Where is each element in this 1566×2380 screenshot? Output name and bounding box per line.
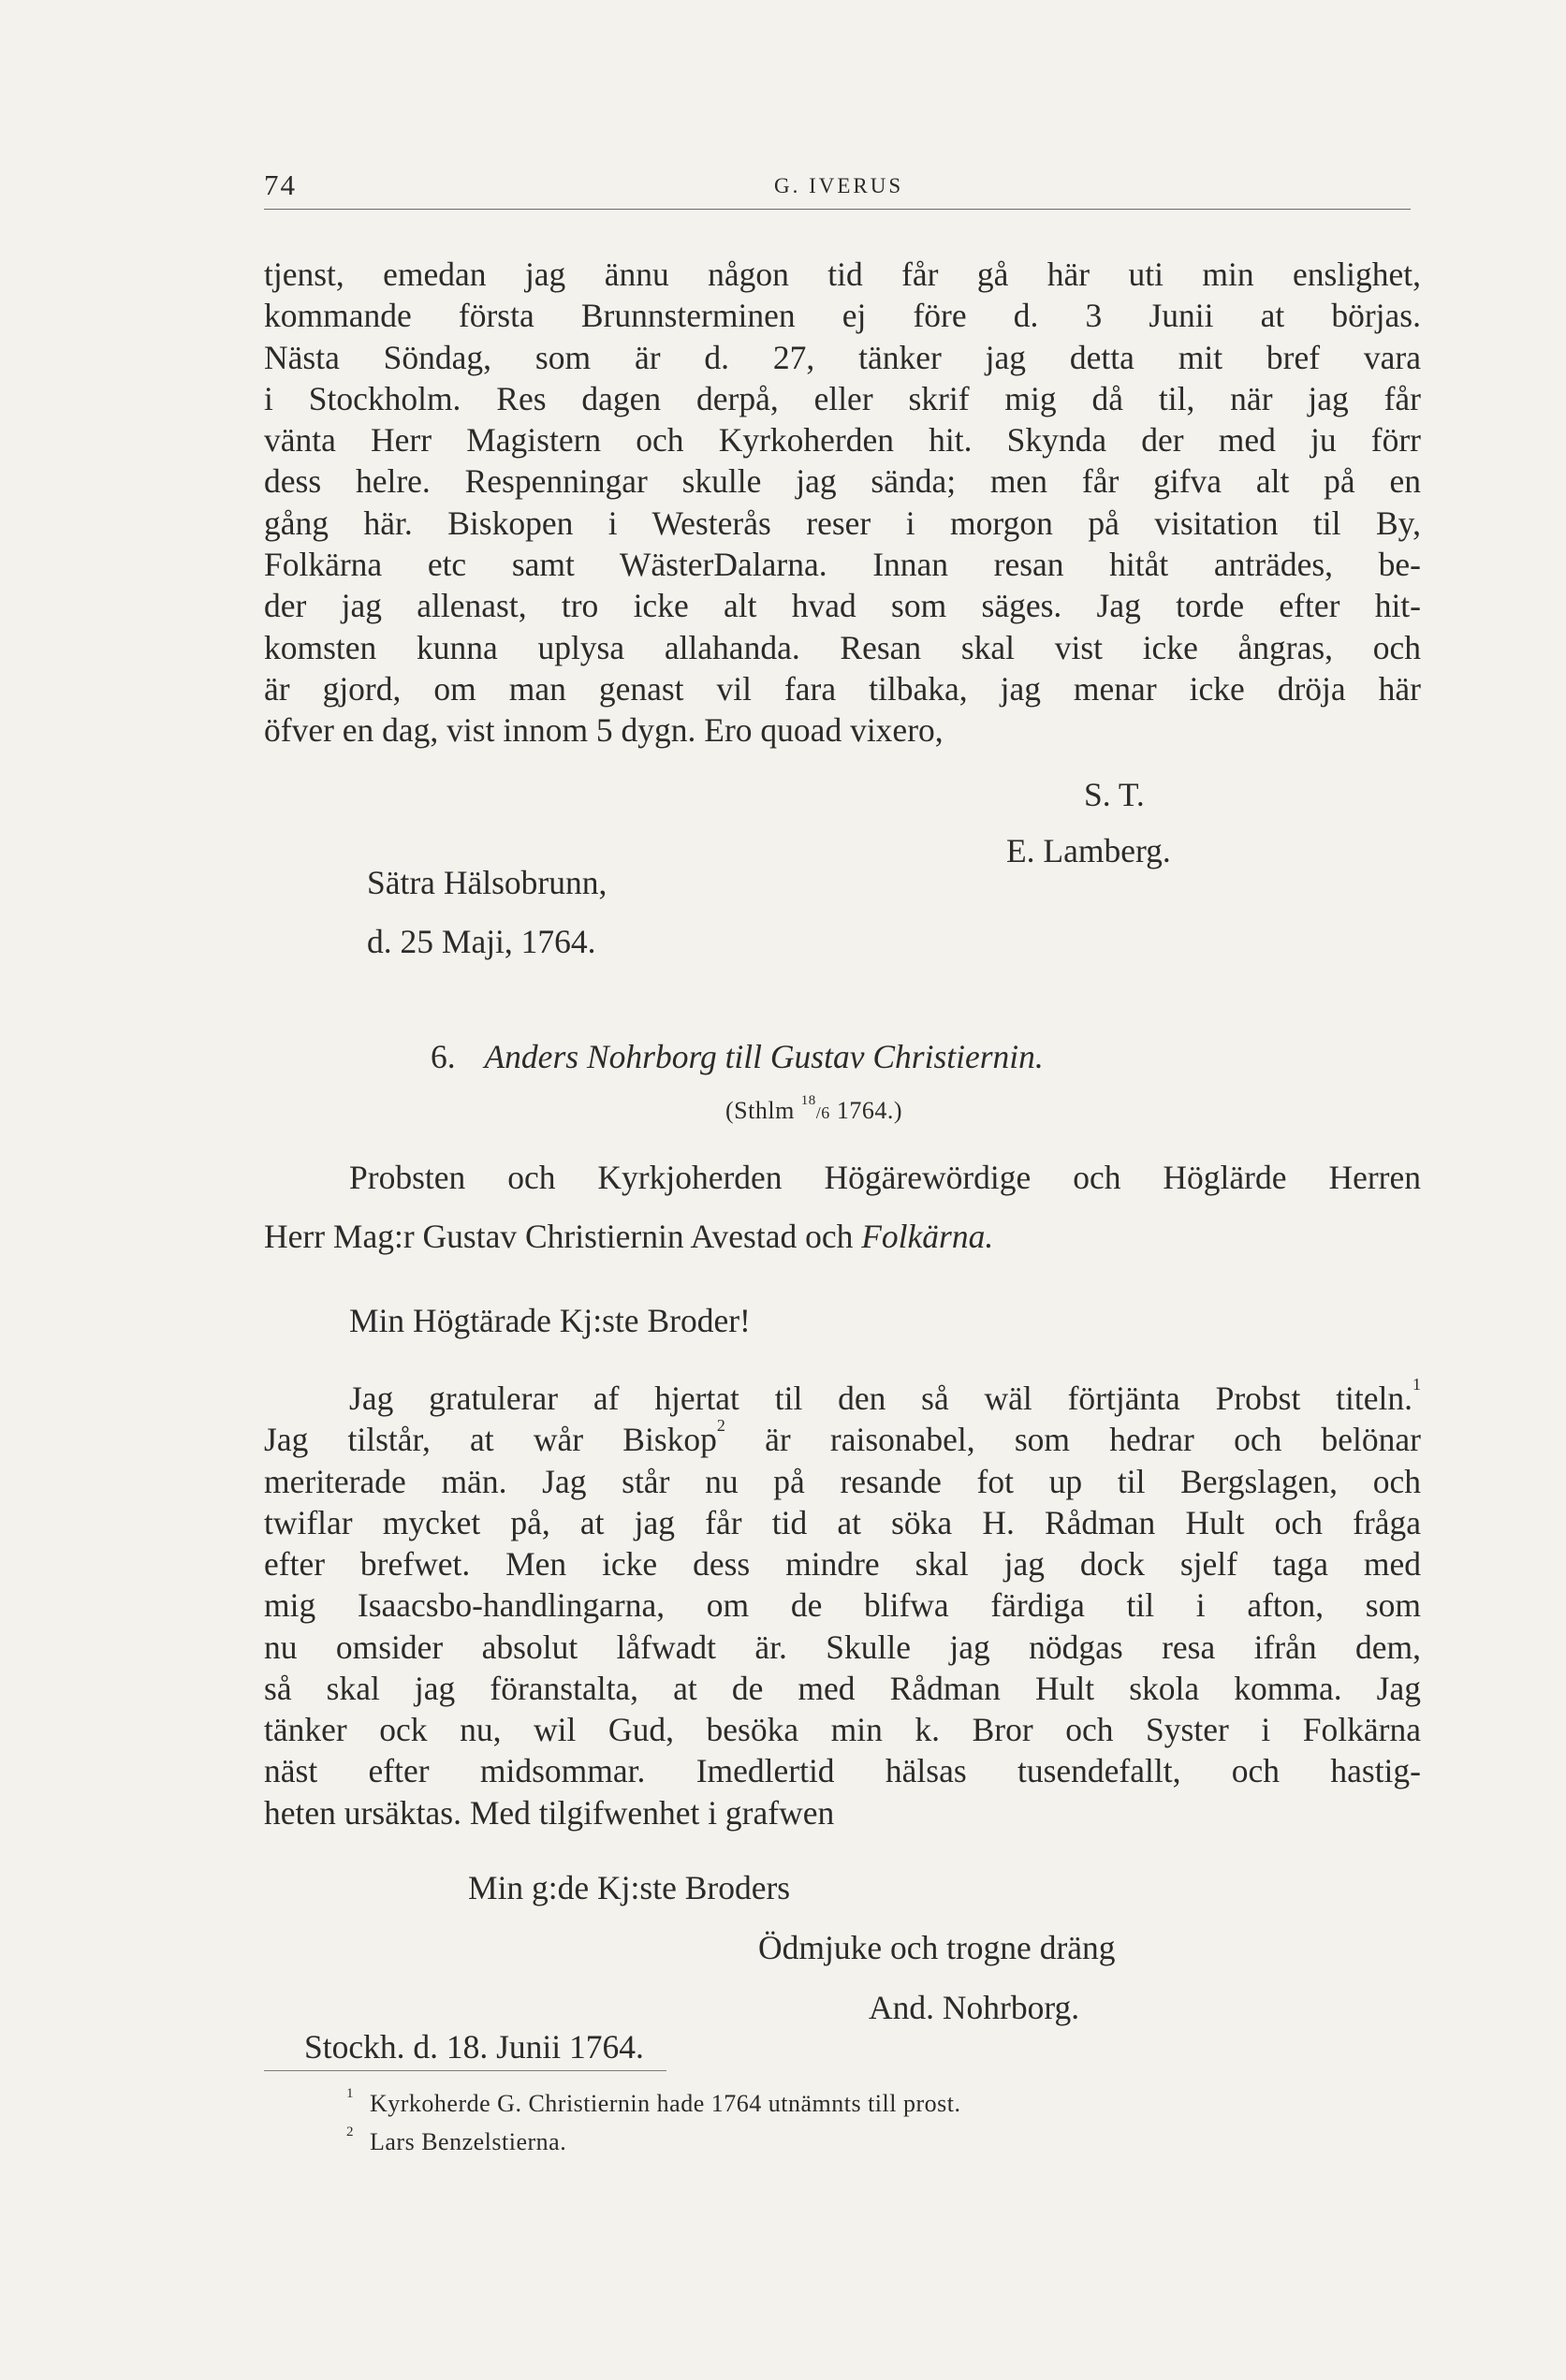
body-line: öfver en dag, vist innom 5 dygn. Ero quoad vixero,: [264, 711, 944, 749]
body-line: mig Isaacsbo-handlingarna, om de blifwa färdiga til i afton, som: [264, 1586, 1421, 1624]
body-line: Jag tilstår, at wår Biskop$^2$ är raisonabel, som hedrar och belönar: [264, 1416, 1421, 1458]
place-date: Stockh. d. 18. Junii 1764.: [304, 2028, 644, 2066]
body-line: efter brefwet. Men icke dess mindre skal jag dock sjelf taga med: [264, 1545, 1421, 1583]
footnote: $^1$ Kyrkoherde G. Christiernin hade 1764 utnämnts till prost.: [346, 2086, 961, 2117]
body-line: näst efter midsommar. Imedlertid hälsas tusendefallt, och hastig-: [264, 1752, 1421, 1789]
body-line: Folkärna etc samt WästerDalarna. Innan resan hitåt anträdes, be-: [264, 546, 1421, 583]
body-line: komsten kunna uplysa allahanda. Resan skal vist icke ångras, och: [264, 629, 1421, 666]
body-line: tjenst, emedan jag ännu någon tid får gå här uti min enslighet,: [264, 256, 1421, 293]
body-line: gång här. Biskopen i Westerås reser i morgon på visitation til By,: [264, 504, 1421, 542]
address-line: Probsten och Kyrkjoherden Högärewördige och Höglärde Herren: [349, 1159, 1421, 1196]
body-line: dess helre. Respenningar skulle jag sända; men får gifva alt på en: [264, 462, 1421, 500]
header-rule: [264, 209, 1411, 210]
date: d. 25 Maji, 1764.: [367, 923, 596, 960]
body-line: der jag allenast, tro icke alt hvad som säges. Jag torde efter hit-: [264, 587, 1421, 624]
signature: And. Nohrborg.: [869, 1989, 1080, 2026]
letter-dateline: (Sthlm $^{18}$/6 1764.): [725, 1093, 902, 1124]
footnote: $^2$ Lars Benzelstierna.: [346, 2124, 567, 2155]
page-header: [264, 167, 1411, 210]
address-line: Herr Mag:r Gustav Christiernin Avestad och Folkärna.: [264, 1218, 994, 1255]
salutation: Min Högtärade Kj:ste Broder!: [349, 1302, 751, 1339]
page-number: 74: [264, 168, 297, 201]
body-line: heten ursäktas. Med tilgifwenhet i grafwen: [264, 1794, 835, 1832]
place: Sätra Hälsobrunn,: [367, 864, 607, 901]
body-line: twiflar mycket på, at jag får tid at söka H. Rådman Hult och fråga: [264, 1504, 1421, 1541]
body-line: är gjord, om man genast vil fara tilbaka, jag menar icke dröja här: [264, 670, 1421, 708]
body-line: nu omsider absolut låfwadt är. Skulle jag nödgas resa ifrån dem,: [264, 1628, 1421, 1666]
letter-heading: [431, 1037, 1044, 1076]
letter-title: Anders Nohrborg till Gustav Christiernin.: [484, 1038, 1044, 1075]
letter-number: 6.: [431, 1038, 456, 1075]
body-line: vänta Herr Magistern och Kyrkoherden hit. Skynda der med ju förr: [264, 421, 1421, 459]
closing-formula: S. T.: [1084, 776, 1145, 813]
body-line: Nästa Söndag, som är d. 27, tänker jag detta mit bref vara: [264, 339, 1421, 376]
body-line: kommande första Brunnsterminen ej före d. 3 Junii at börjas.: [264, 297, 1421, 334]
running-head: G. IVERUS: [774, 174, 904, 197]
closing-line: Min g:de Kj:ste Broders: [468, 1869, 791, 1906]
signature: E. Lamberg.: [1006, 832, 1171, 869]
footnote-rule: [264, 2070, 666, 2071]
body-line: tänker ock nu, wil Gud, besöka min k. Bror och Syster i Folkärna: [264, 1711, 1421, 1748]
closing-line: Ödmjuke och trogne dräng: [758, 1929, 1116, 1966]
body-line: i Stockholm. Res dagen derpå, eller skrif mig då til, när jag får: [264, 380, 1421, 417]
body-line: meriterade män. Jag står nu på resande fot up til Bergslagen, och: [264, 1463, 1421, 1500]
body-line: så skal jag föranstalta, at de med Rådman Hult skola komma. Jag: [264, 1670, 1421, 1707]
body-line: Jag gratulerar af hjertat til den så wäl förtjänta Probst titeln.$^1$: [349, 1375, 1421, 1417]
